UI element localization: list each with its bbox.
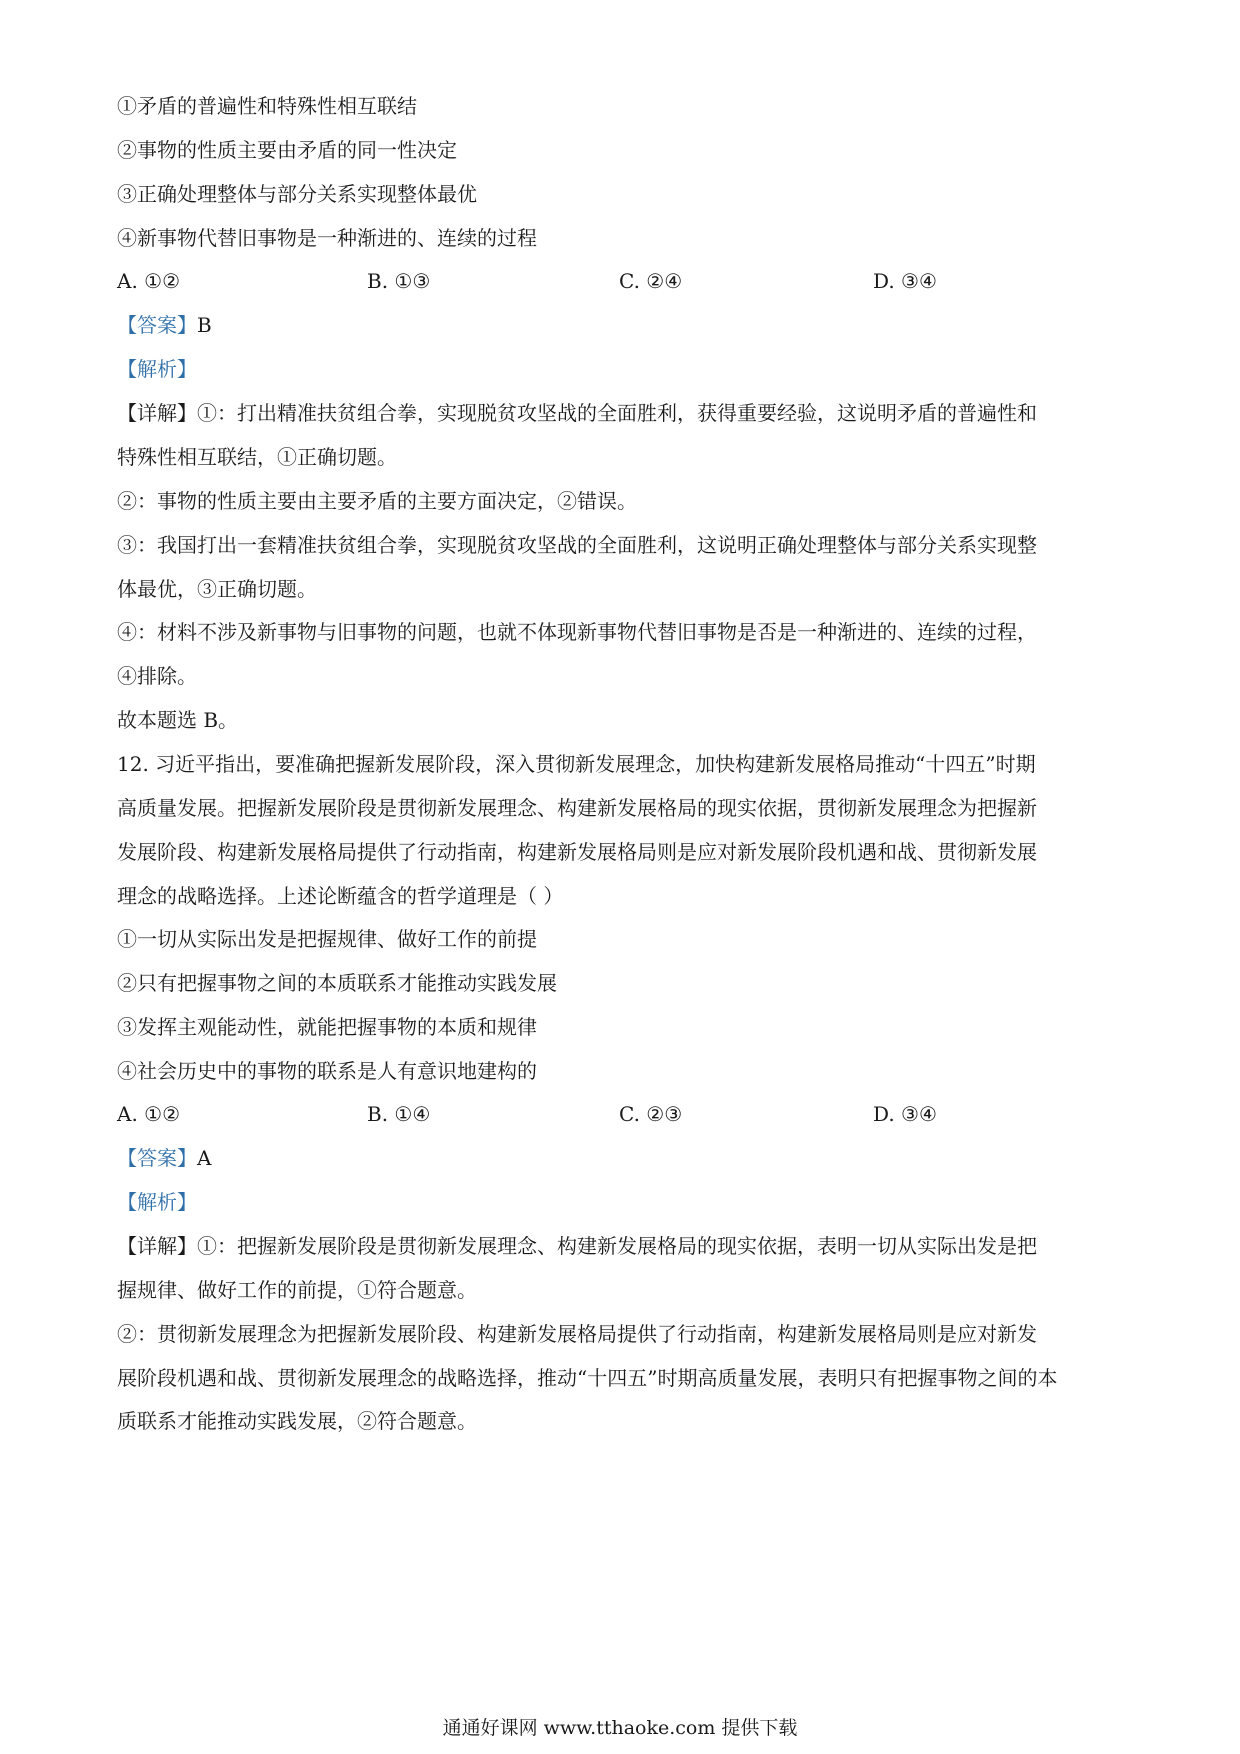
prev-detail-line-4: ③：我国打出一套精准扶贫组合拳，实现脱贫攻坚战的全面胜利，这说明正确处理整体与部分关系实现整 <box>117 533 1037 557</box>
answer-value: B <box>197 313 212 337</box>
q12-option-a: A. ①② <box>117 1102 181 1126</box>
prev-answer <box>117 312 212 338</box>
q12-option-c: C. ②③ <box>619 1102 683 1126</box>
prev-detail-line-6: ④：材料不涉及新事物与旧事物的问题，也就不体现新事物代替旧事物是否是一种渐进的、连续的过程， <box>117 620 1037 644</box>
prev-option-a: A. ①② <box>117 269 181 293</box>
prev-option-b: B. ①③ <box>367 269 431 293</box>
q12-detail-line-3: ②：贯彻新发展理念为把握新发展阶段、构建新发展格局提供了行动指南，构建新发展格局则是应对新发 <box>117 1322 1037 1346</box>
q12-detail-line-2: 握规律、做好工作的前提，①符合题意。 <box>117 1278 477 1302</box>
prev-option-d: D. ③④ <box>873 269 937 293</box>
q12-statement-3: ③发挥主观能动性，就能把握事物的本质和规律 <box>117 1015 537 1039</box>
answer-label: 【答案】 <box>117 1146 197 1170</box>
q12-detail-line-1 <box>117 1233 1037 1259</box>
prev-statement-4: ④新事物代替旧事物是一种渐进的、连续的过程 <box>117 226 537 250</box>
detail-text: ①：打出精准扶贫组合拳，实现脱贫攻坚战的全面胜利，获得重要经验，这说明矛盾的普遍性和 <box>197 401 1037 425</box>
prev-detail-line-1 <box>117 400 1037 426</box>
q12-answer <box>117 1145 211 1171</box>
q12-stem-line-1: 12. 习近平指出，要准确把握新发展阶段，深入贯彻新发展理念，加快构建新发展格局推动“十四五”时期 <box>117 752 1036 776</box>
prev-detail-line-5: 体最优，③正确切题。 <box>117 577 317 601</box>
detail-text: ①：把握新发展阶段是贯彻新发展理念、构建新发展格局的现实依据，表明一切从实际出发是把 <box>197 1234 1037 1258</box>
q12-analysis-label <box>117 1189 197 1215</box>
q12-stem-line-2: 高质量发展。把握新发展阶段是贯彻新发展理念、构建新发展格局的现实依据，贯彻新发展理念为把握新 <box>117 796 1037 820</box>
detail-label: 【详解】 <box>117 1234 197 1258</box>
prev-detail-line-3: ②：事物的性质主要由主要矛盾的主要方面决定，②错误。 <box>117 489 637 513</box>
prev-statement-1: ①矛盾的普遍性和特殊性相互联结 <box>117 94 417 118</box>
q12-statement-4: ④社会历史中的事物的联系是人有意识地建构的 <box>117 1059 537 1083</box>
q12-statement-2: ②只有把握事物之间的本质联系才能推动实践发展 <box>117 971 557 995</box>
prev-conclusion: 故本题选 B。 <box>117 708 239 732</box>
answer-value: A <box>197 1146 212 1170</box>
analysis-label: 【解析】 <box>117 1190 197 1214</box>
q12-stem-line-4: 理念的战略选择。上述论断蕴含的哲学道理是（ ） <box>117 884 564 908</box>
q12-statement-1: ①一切从实际出发是把握规律、做好工作的前提 <box>117 927 537 951</box>
answer-label: 【答案】 <box>117 313 197 337</box>
q12-detail-line-5: 质联系才能推动实践发展，②符合题意。 <box>117 1409 477 1433</box>
prev-detail-line-2: 特殊性相互联结，①正确切题。 <box>117 445 397 469</box>
q12-stem-line-3: 发展阶段、构建新发展格局提供了行动指南，构建新发展格局则是应对新发展阶段机遇和战、贯彻新发展 <box>117 840 1037 864</box>
prev-analysis-label <box>117 356 197 382</box>
page-footer: 通通好课网 www.tthaoke.com 提供下载 <box>442 1717 798 1739</box>
q12-option-b: B. ①④ <box>367 1102 431 1126</box>
prev-option-c: C. ②④ <box>619 269 683 293</box>
analysis-label: 【解析】 <box>117 357 197 381</box>
prev-detail-line-7: ④排除。 <box>117 664 197 688</box>
prev-statement-2: ②事物的性质主要由矛盾的同一性决定 <box>117 138 457 162</box>
prev-statement-3: ③正确处理整体与部分关系实现整体最优 <box>117 182 477 206</box>
q12-detail-line-4: 展阶段机遇和战、贯彻新发展理念的战略选择，推动“十四五”时期高质量发展，表明只有把握事物之间的本 <box>117 1366 1058 1390</box>
q12-option-d: D. ③④ <box>873 1102 937 1126</box>
detail-label: 【详解】 <box>117 401 197 425</box>
